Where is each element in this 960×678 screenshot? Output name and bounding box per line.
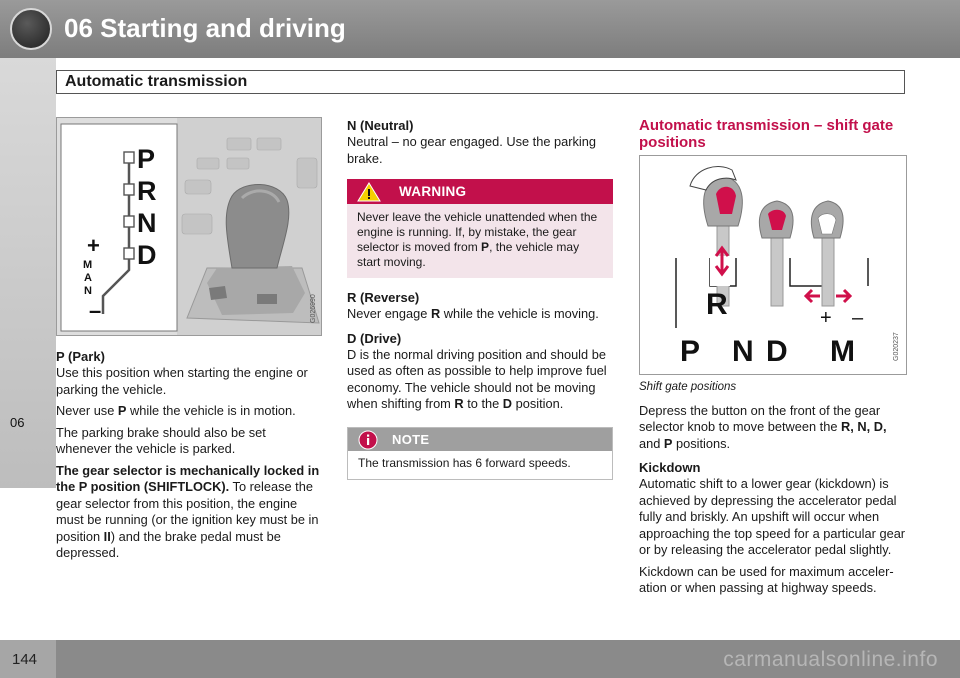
gate-m-letter: M (830, 335, 855, 368)
page-number: 144 (12, 651, 38, 668)
gate-p-letter: P (680, 335, 701, 368)
never-use-text: Never use P while the vehicle is in motion. (56, 403, 296, 418)
drive-text: D is the normal driving position and should be used as often as possible to help improve fuel economy. The vehicle should not be moving when shifting from R to the D position. (347, 346, 607, 411)
note-text: The transmission has 6 forward speeds. (358, 455, 571, 470)
gate-letter-r: R (137, 176, 157, 206)
warning-triangle-icon (357, 182, 381, 202)
left-column (56, 349, 322, 567)
shiftlock-text: The gear selector is mechanically locked in the P position (SHIFTLOCK). To release the gear selector from this position, the engine must be running (or the ignition key must be in position II) and the brake pedal must be depressed. (56, 462, 320, 560)
figure-code: G026990 (310, 294, 317, 323)
note-bar (348, 428, 612, 451)
page-footer (0, 640, 960, 678)
note-label: NOTE (392, 431, 430, 447)
chapter-side-tab (0, 58, 56, 488)
minus-symbol: – (89, 298, 102, 323)
figure-caption: Shift gate positions (639, 381, 737, 393)
park-heading: P (Park) (56, 349, 105, 364)
gear-selector-illustration (57, 118, 322, 336)
plus-symbol: + (87, 233, 100, 258)
chapter-tab-number: 06 (10, 415, 25, 430)
manual-letter-m: M (83, 259, 93, 271)
manual-letter-n: N (84, 285, 92, 297)
info-icon (358, 430, 378, 450)
gate-letter-n: N (137, 208, 157, 238)
gate-d-letter: D (766, 335, 788, 368)
gate-letter-p: P (137, 144, 156, 174)
reverse-text: Never engage R while the vehicle is moving. (347, 306, 599, 321)
page-header (0, 0, 960, 58)
chapter-title: 06 Starting and driving (64, 13, 346, 43)
kickdown-heading: Kickdown (639, 460, 701, 475)
watermark: carmanualsonline.info (723, 648, 938, 671)
shift-figure-code: G020237 (893, 332, 900, 361)
section-title: Automatic transmission (65, 73, 248, 90)
middle-column (347, 118, 613, 480)
gear-selector-figure (56, 117, 322, 336)
steering-wheel-logo-icon (10, 8, 52, 50)
drive-heading: D (Drive) (347, 330, 402, 346)
shift-gate-illustration (640, 156, 907, 375)
gate-r-letter: R (706, 288, 728, 321)
gate-n-letter: N (732, 335, 754, 368)
neutral-heading: N (Neutral) (347, 118, 414, 133)
warning-text: Never leave the vehicle unattended when the engine is running. If, by mistake, the gear selector is moved from P, the vehicle may start moving. (357, 210, 598, 269)
parking-brake-text: The parking brake should also be set whenever the vehicle is parked. (56, 424, 266, 456)
shift-plus-symbol: + (820, 307, 832, 329)
warning-bar (347, 179, 613, 204)
page-number-box (0, 640, 56, 678)
warning-box (347, 179, 613, 278)
note-box (347, 427, 613, 480)
neutral-text: Neutral – no gear engaged. Use the parking brake. (347, 134, 596, 166)
manual-letter-a: A (84, 272, 92, 284)
kickdown-text: Automatic shift to a lower gear (kickdown) is achieved by depressing the accelerator pedal fully and briskly. An upshift will occur when approaching the top speed for a particular gear or by releasing the accelerator pedal slightly. (639, 476, 906, 557)
shift-minus-symbol: – (852, 307, 864, 329)
gate-letter-d: D (137, 240, 157, 270)
reverse-heading: R (Reverse) (347, 290, 420, 305)
kickdown-usage-text: Kickdown can be used for maximum acceler-ation or when passing at highway speeds. (639, 563, 894, 595)
shift-gate-figure (639, 155, 907, 375)
section-header (56, 70, 905, 94)
depress-button-text: Depress the button on the front of the gear selector knob to move between the R, N, D, and P positions. (639, 402, 887, 451)
right-column (639, 117, 907, 602)
shift-gate-section-title: Automatic transmission – shift gate positions (639, 117, 894, 151)
warning-label: WARNING (399, 184, 467, 199)
park-text: Use this position when starting the engine or parking the vehicle. (56, 365, 308, 397)
